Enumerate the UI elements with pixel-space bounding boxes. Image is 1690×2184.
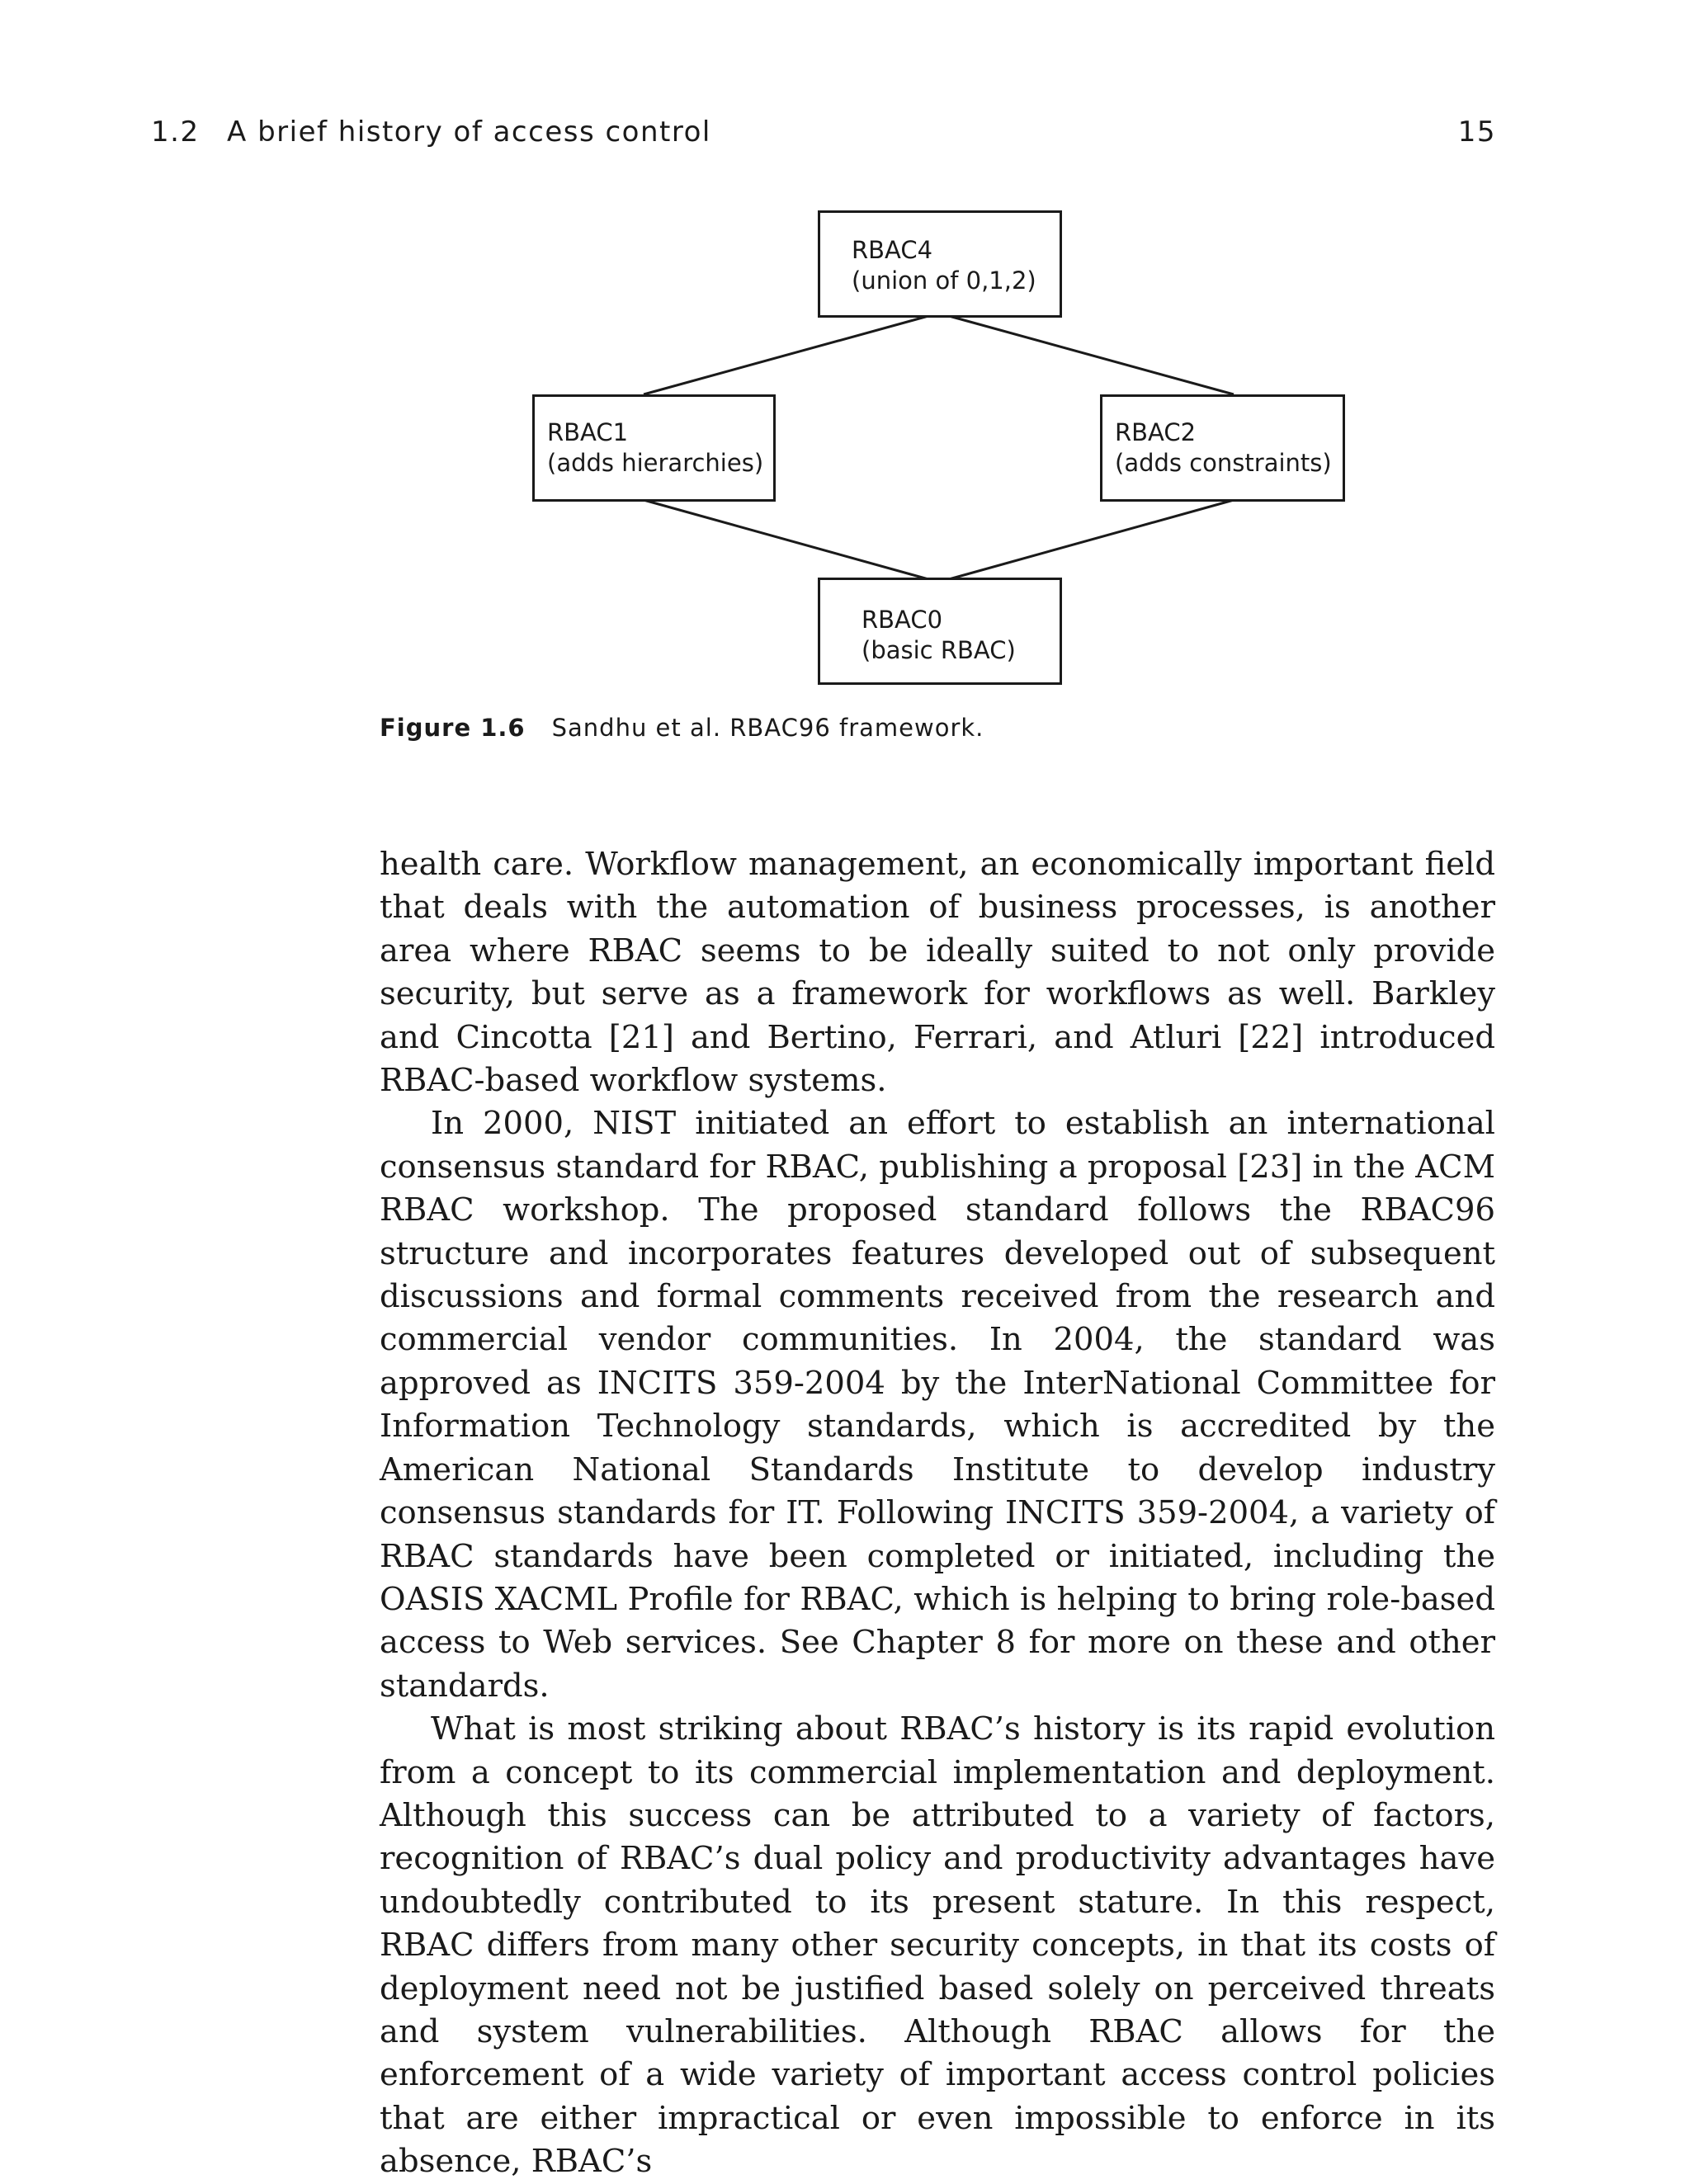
connector-rbac1-rbac0 [644, 500, 928, 579]
box-rbac1 [532, 394, 776, 502]
box-rbac2 [1100, 394, 1345, 502]
paragraph: What is most striking about RBAC’s history is its rapid evolution from a concept to its commercial implementation and deployment. Although this success can be attributed to a variety of factors, recognition of RBAC’s dual policy and productivity advantages have undoubtedly contributed to its present stature. In this respect, RBAC differs from many other security concepts, in that its costs of deployment need not be justified based solely on perceived threats and system vulnerabilities. Although RBAC allows for the enforcement of a wide variety of important access control policies that are either impractical or even impossible to enforce in its absence, RBAC’s [380, 1710, 1495, 2181]
box-rbac1-note: (adds hierarchies) [547, 449, 764, 477]
box-rbac4-note: (union of 0,1,2) [852, 267, 1036, 295]
box-rbac4 [818, 210, 1062, 318]
section-title: A brief history of access control [227, 116, 711, 149]
connector-rbac2-rbac0 [949, 500, 1234, 579]
figure-caption-text: Sandhu et al. RBAC96 framework. [551, 714, 984, 742]
figure-caption [380, 714, 984, 742]
box-rbac2-name: RBAC2 [1115, 418, 1197, 446]
paragraph: health care. Workflow management, an economically important field that deals with the automation of business processes, is another area where RBAC seems to be ideally suited to not only provide security, but serve as a framework for workflows as well. Barkley and Cincotta [21] and Bertino, Ferrari, and Atluri [22] introduced RBAC-based workflow systems. [380, 846, 1495, 1100]
rbac96-diagram [528, 206, 1353, 693]
page-number: 15 [1457, 116, 1496, 149]
box-rbac0-note: (basic RBAC) [862, 636, 1016, 664]
box-rbac4-name: RBAC4 [852, 236, 933, 264]
box-rbac0-name: RBAC0 [862, 606, 943, 634]
paragraph: In 2000, NIST initiated an effort to establish an international consensus standard for RBAC, publishing a proposal [23] in the ACM RBAC workshop. The proposed standard follows the RBAC96 structure and incorporates features developed out of subsequent discussions and formal comments received from the research and commercial vendor communities. In 2004, the standard was approved as INCITS 359-2004 by the InterNational Committee for Information Technology standards, which is accredited by the American National Standards Institute to develop industry consensus standards for IT. Following INCITS 359-2004, a variety of RBAC standards have been completed or initiated, including the OASIS XACML Profile for RBAC, which is helping to bring role-based access to Web services. See Chapter 8 for more on these and other standards. [380, 1105, 1495, 1705]
connector-rbac4-rbac2 [949, 316, 1234, 394]
box-rbac0 [818, 578, 1062, 685]
body-text [380, 843, 1495, 2184]
figure-label: Figure 1.6 [380, 714, 526, 742]
connector-rbac4-rbac1 [644, 316, 928, 394]
running-head [151, 116, 1496, 157]
box-rbac2-note: (adds constraints) [1115, 449, 1332, 477]
section-number: 1.2 [151, 116, 200, 149]
box-rbac1-name: RBAC1 [547, 418, 629, 446]
